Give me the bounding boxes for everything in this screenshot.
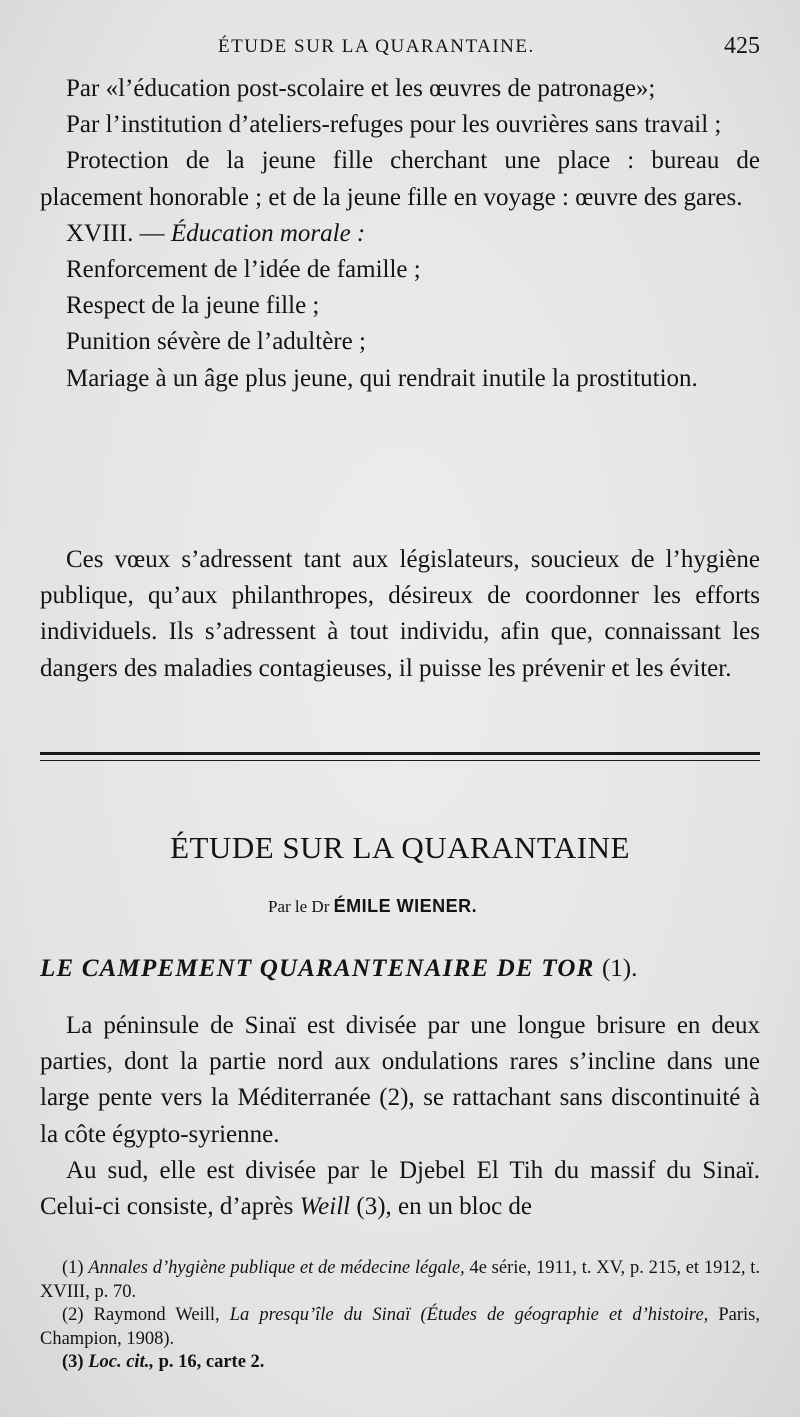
paragraph: La péninsule de Sinaï est divisée par une longue brisure en deux parties, dont la partie nord aux ondulations rares s’incline dans une large pente vers la Méditerranée (2), se rattachant sans discontinuité à la côte égypto-syrienne. (40, 1012, 760, 1148)
footnote-source: Loc. cit., (88, 1352, 154, 1372)
heading-italic: Éducation morale : (170, 219, 366, 247)
paragraph: Par «l’éducation post-scolaire et les œuvres de patronage»; (66, 75, 656, 102)
paragraph: Renforcement de l’idée de famille ; (66, 256, 421, 284)
footnote-number: (3) (62, 1352, 84, 1372)
conclusion (40, 542, 760, 687)
paragraph: Mariage à un âge plus jeune, qui rendrait inutile la prostitution. (66, 364, 698, 392)
divider-thin (40, 760, 760, 761)
footnote-text: p. 16, carte 2. (153, 1352, 265, 1372)
footnote-ref: (1). (601, 955, 638, 982)
footnote-number: (1) (62, 1258, 84, 1278)
section-number-heading (40, 216, 760, 252)
byline-prefix: Par le Dr (268, 897, 330, 916)
paragraph: Par l’institution d’ateliers-refuges pour les ouvrières sans travail ; (66, 111, 722, 139)
footnote-text: Paris, Champion, 1908). (40, 1305, 760, 1349)
paragraph: Punition sévère de l’adultère ; (66, 328, 366, 356)
footnote-3 (40, 1351, 760, 1375)
article-body (40, 1008, 760, 1225)
footnote-text: (2) Raymond Weill, (62, 1305, 230, 1325)
paragraph: Protection de la jeune fille cherchant une place : bureau de placement honorable ; et de la jeune fille en voyage : œuvre des gares. (40, 147, 760, 211)
footnote-1 (40, 1257, 760, 1304)
footnote-text: 4e série, 1911, t. XV, p. 215, et 1912, t. XVIII, p. 70. (40, 1258, 760, 1302)
author-name: ÉMILE WIENER. (333, 896, 478, 916)
paragraph (40, 1153, 760, 1225)
text-run: Au sud, elle est divisée par le Djebel El Tih du massif du Sinaï. Celui-ci consiste, d’après (40, 1156, 760, 1221)
article-title: ÉTUDE SUR LA QUARANTAINE (170, 830, 630, 865)
paragraph: Respect de la jeune fille ; (66, 292, 320, 320)
byline (268, 896, 477, 917)
running-head (0, 33, 800, 60)
paragraph: Ces vœux s’adressent tant aux législateurs, soucieux de l’hygiène publique, qu’aux philanthropes, désireux de coordonner les efforts individuels. Ils s’adressent à tout individu, afin que, connaissant les dangers des maladies contagieuses, il puisse les prévenir et les éviter. (40, 546, 760, 682)
divider-thick (40, 752, 760, 755)
heading-prefix: XVIII. — (66, 219, 171, 247)
list-of-recommendations (40, 71, 760, 397)
footnote-2 (40, 1304, 760, 1351)
section-heading-text: LE CAMPEMENT QUARANTENAIRE DE TOR (40, 955, 595, 982)
footnotes (40, 1257, 760, 1375)
section-heading (40, 955, 760, 983)
page-number: 425 (724, 33, 760, 59)
footnote-source: La presqu’île du Sinaï (Études de géographie et d’histoire, (229, 1305, 709, 1325)
text-run: (3), en un bloc de (350, 1193, 533, 1221)
footnote-source: Annales d’hygiène publique et de médecine légale, (88, 1258, 465, 1278)
running-title: ÉTUDE SUR LA QUARANTAINE. (218, 36, 535, 57)
cited-author: Weill (299, 1193, 351, 1221)
